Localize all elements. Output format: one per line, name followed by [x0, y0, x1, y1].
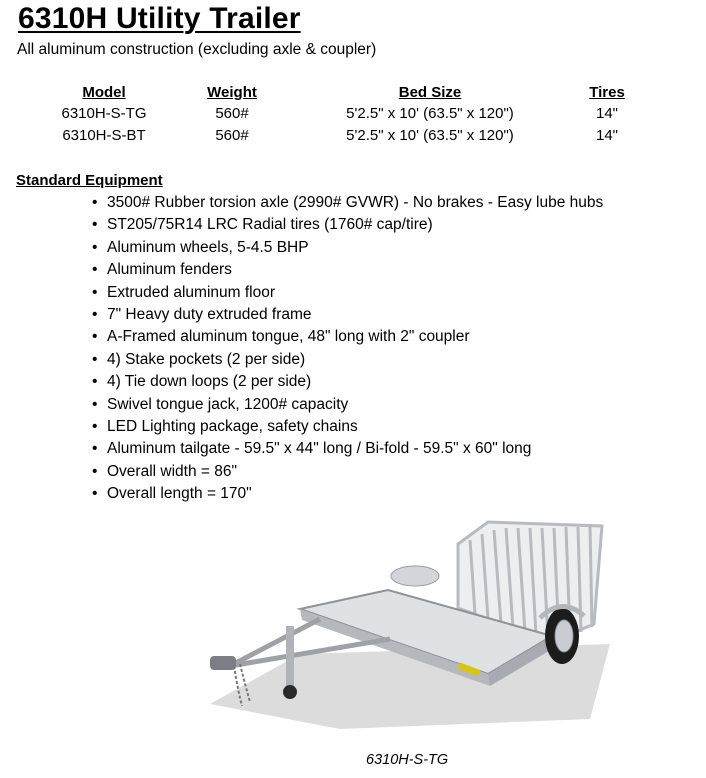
cell-tires: 14" — [595, 126, 618, 144]
list-item: • Overall width = 86" — [92, 461, 603, 483]
list-item: • 4) Tie down loops (2 per side) — [92, 371, 603, 393]
cell-model: 6310H-S-TG — [61, 104, 147, 122]
header-weight: Weight — [207, 83, 257, 101]
list-item: • 7" Heavy duty extruded frame — [92, 304, 603, 326]
coupler — [210, 656, 236, 670]
photo-caption: 6310H-S-TG — [366, 752, 449, 768]
fender — [391, 566, 439, 586]
cell-tires: 14" — [595, 104, 618, 122]
list-item: • ST205/75R14 LRC Radial tires (1760# cap/tire) — [92, 214, 603, 236]
header-model: Model — [82, 83, 126, 101]
header-bed-size: Bed Size — [398, 83, 462, 101]
list-item: • Overall length = 170" — [92, 483, 603, 505]
cell-bed-size: 5'2.5" x 10' (63.5" x 120") — [346, 126, 514, 144]
cell-bed-size: 5'2.5" x 10' (63.5" x 120") — [346, 104, 514, 122]
jack-wheel — [283, 685, 297, 699]
list-item: • 3500# Rubber torsion axle (2990# GVWR) - No brakes - Easy lube hubs — [92, 192, 603, 214]
list-item: • LED Lighting package, safety chains — [92, 416, 603, 438]
table-row — [50, 102, 660, 124]
rim — [555, 620, 573, 652]
page-title: 6310H Utility Trailer — [18, 2, 301, 35]
list-item: • Swivel tongue jack, 1200# capacity — [92, 394, 603, 416]
table-row — [50, 124, 660, 146]
cell-model: 6310H-S-BT — [62, 126, 146, 144]
list-item: • Extruded aluminum floor — [92, 282, 603, 304]
page-subtitle: All aluminum construction (excluding axle & coupler) — [17, 41, 377, 58]
jack — [286, 626, 294, 686]
standard-equipment-heading: Standard Equipment — [16, 172, 163, 189]
list-item: • Aluminum fenders — [92, 259, 603, 281]
cell-weight: 560# — [215, 126, 249, 144]
spec-table-header-row — [50, 82, 660, 102]
list-item: • Aluminum tailgate - 59.5" x 44" long / Bi-fold - 59.5" x 60" long — [92, 438, 603, 460]
trailer-photo-icon — [190, 514, 620, 734]
list-item: • 4) Stake pockets (2 per side) — [92, 349, 603, 371]
cell-weight: 560# — [215, 104, 249, 122]
list-item: • Aluminum wheels, 5-4.5 BHP — [92, 237, 603, 259]
header-tires: Tires — [589, 83, 625, 101]
standard-equipment-list — [92, 192, 603, 505]
list-item: • A-Framed aluminum tongue, 48" long with 2" coupler — [92, 326, 603, 348]
spec-table — [50, 82, 660, 146]
